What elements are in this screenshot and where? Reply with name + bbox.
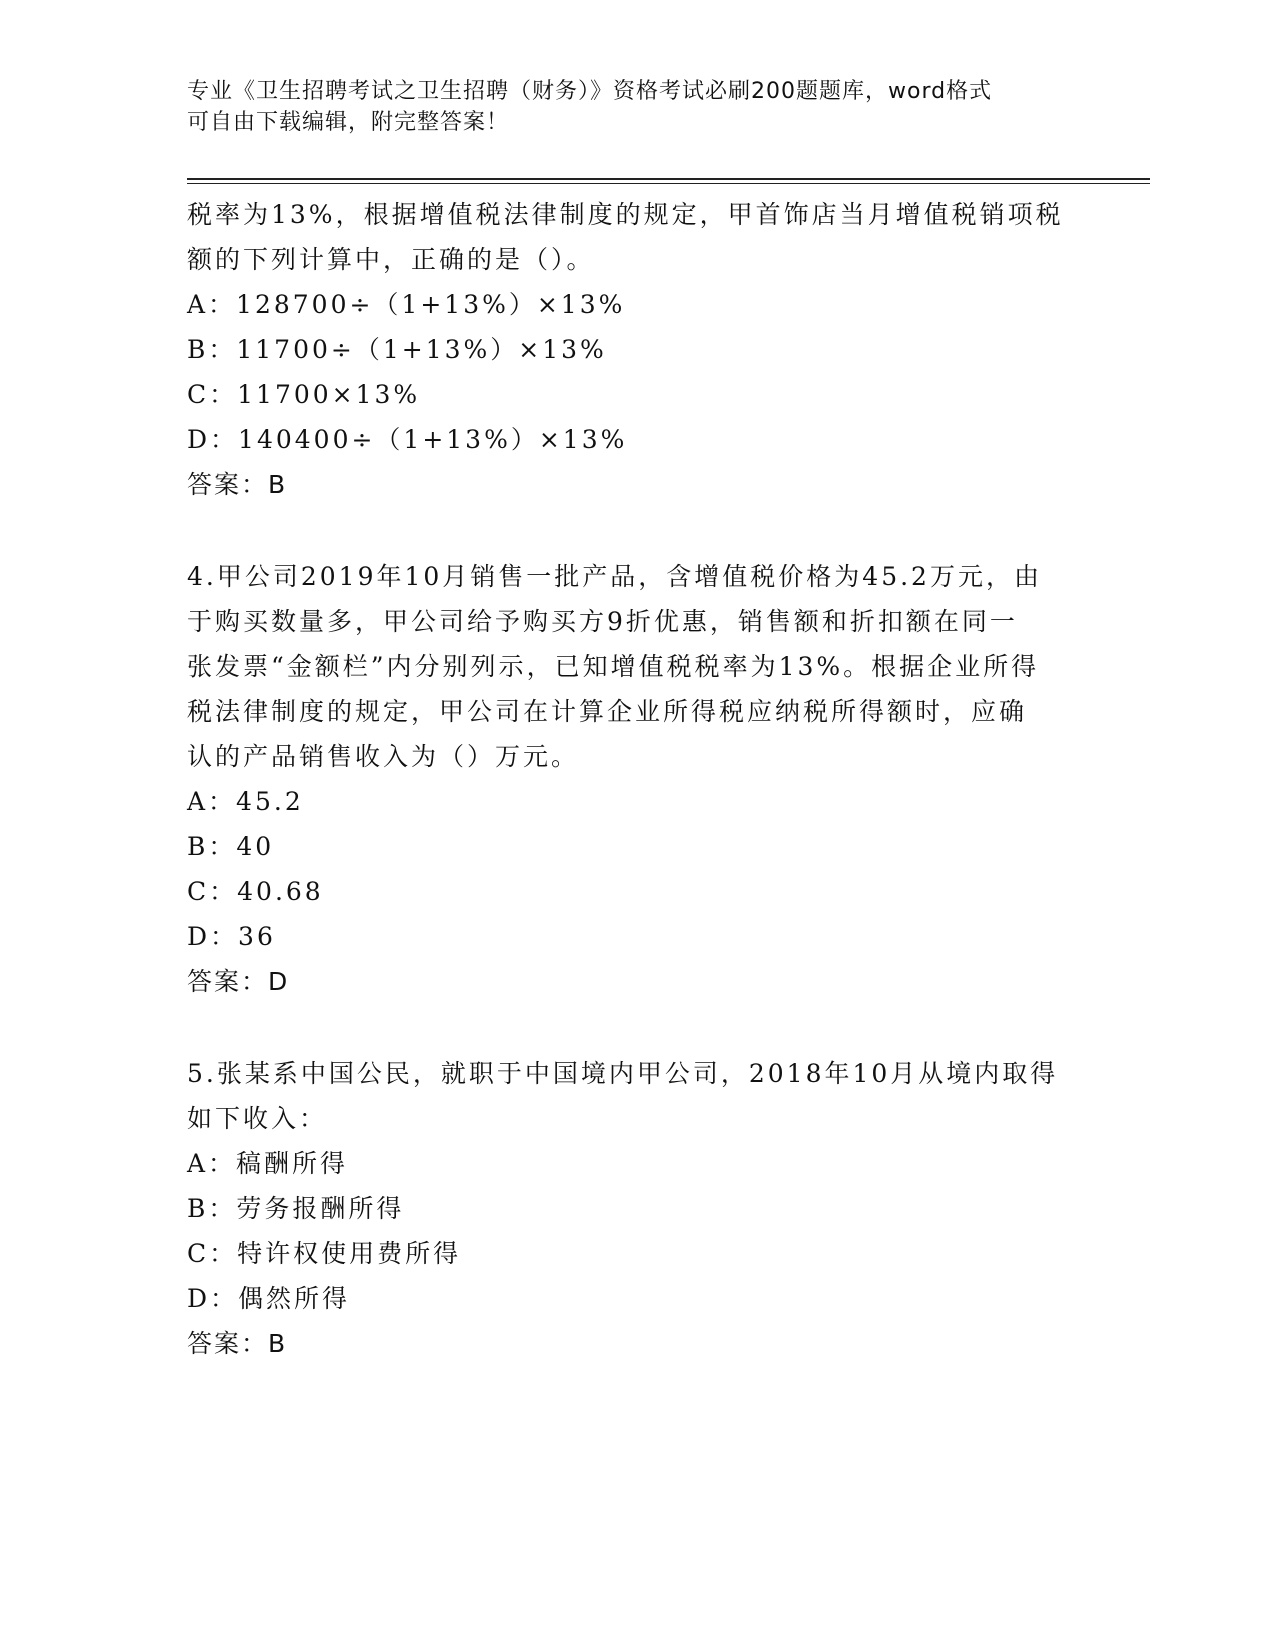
question-text-line: 税法律制度的规定，甲公司在计算企业所得税应纳税所得额时，应确 bbox=[187, 697, 1028, 726]
option-d: D：140400÷（1+13%）×13% bbox=[187, 425, 628, 454]
header-divider-thick bbox=[187, 178, 1150, 180]
option-b: B：11700÷（1+13%）×13% bbox=[187, 335, 607, 364]
question-text-line: 4.甲公司2019年10月销售一批产品，含增值税价格为45.2万元，由 bbox=[187, 562, 1042, 591]
question-text-line: 额的下列计算中，正确的是（）。 bbox=[187, 245, 595, 274]
question-text-line: 税率为13%，根据增值税法律制度的规定，甲首饰店当月增值税销项税 bbox=[187, 200, 1064, 229]
option-b: B：40 bbox=[187, 832, 275, 861]
question-3 bbox=[187, 192, 1087, 507]
answer-text: 答案：B bbox=[187, 1329, 288, 1358]
option-c: C：40.68 bbox=[187, 877, 324, 906]
option-b: B：劳务报酬所得 bbox=[187, 1194, 405, 1223]
answer-text: 答案：D bbox=[187, 967, 290, 996]
document-header bbox=[187, 76, 1067, 138]
question-text-line: 如下收入： bbox=[187, 1104, 328, 1133]
header-divider-thin bbox=[187, 183, 1150, 184]
question-text-line: 于购买数量多，甲公司给予购买方9折优惠，销售额和折扣额在同一 bbox=[187, 607, 1018, 636]
option-c: C：11700×13% bbox=[187, 380, 421, 409]
header-line-1: 专业《卫生招聘考试之卫生招聘（财务）》资格考试必刷200题题库，word格式 bbox=[187, 79, 993, 104]
spacer bbox=[187, 507, 1087, 554]
spacer bbox=[187, 1004, 1087, 1051]
question-text-line: 5.张某系中国公民，就职于中国境内甲公司，2018年10月从境内取得 bbox=[187, 1059, 1059, 1088]
option-c: C：特许权使用费所得 bbox=[187, 1239, 462, 1268]
header-line-2: 可自由下载编辑，附完整答案！ bbox=[187, 110, 510, 135]
option-d: D：36 bbox=[187, 922, 276, 951]
question-4 bbox=[187, 554, 1087, 1004]
option-a: A：45.2 bbox=[187, 787, 304, 816]
question-5 bbox=[187, 1051, 1087, 1366]
option-d: D：偶然所得 bbox=[187, 1284, 351, 1313]
question-text-line: 张发票“金额栏”内分别列示，已知增值税税率为13%。根据企业所得 bbox=[187, 652, 1040, 681]
answer-text: 答案：B bbox=[187, 470, 288, 499]
option-a: A：稿酬所得 bbox=[187, 1149, 349, 1178]
document-body bbox=[187, 192, 1087, 1366]
option-a: A：128700÷（1+13%）×13% bbox=[187, 290, 626, 319]
question-text-line: 认的产品销售收入为（）万元。 bbox=[187, 742, 580, 771]
